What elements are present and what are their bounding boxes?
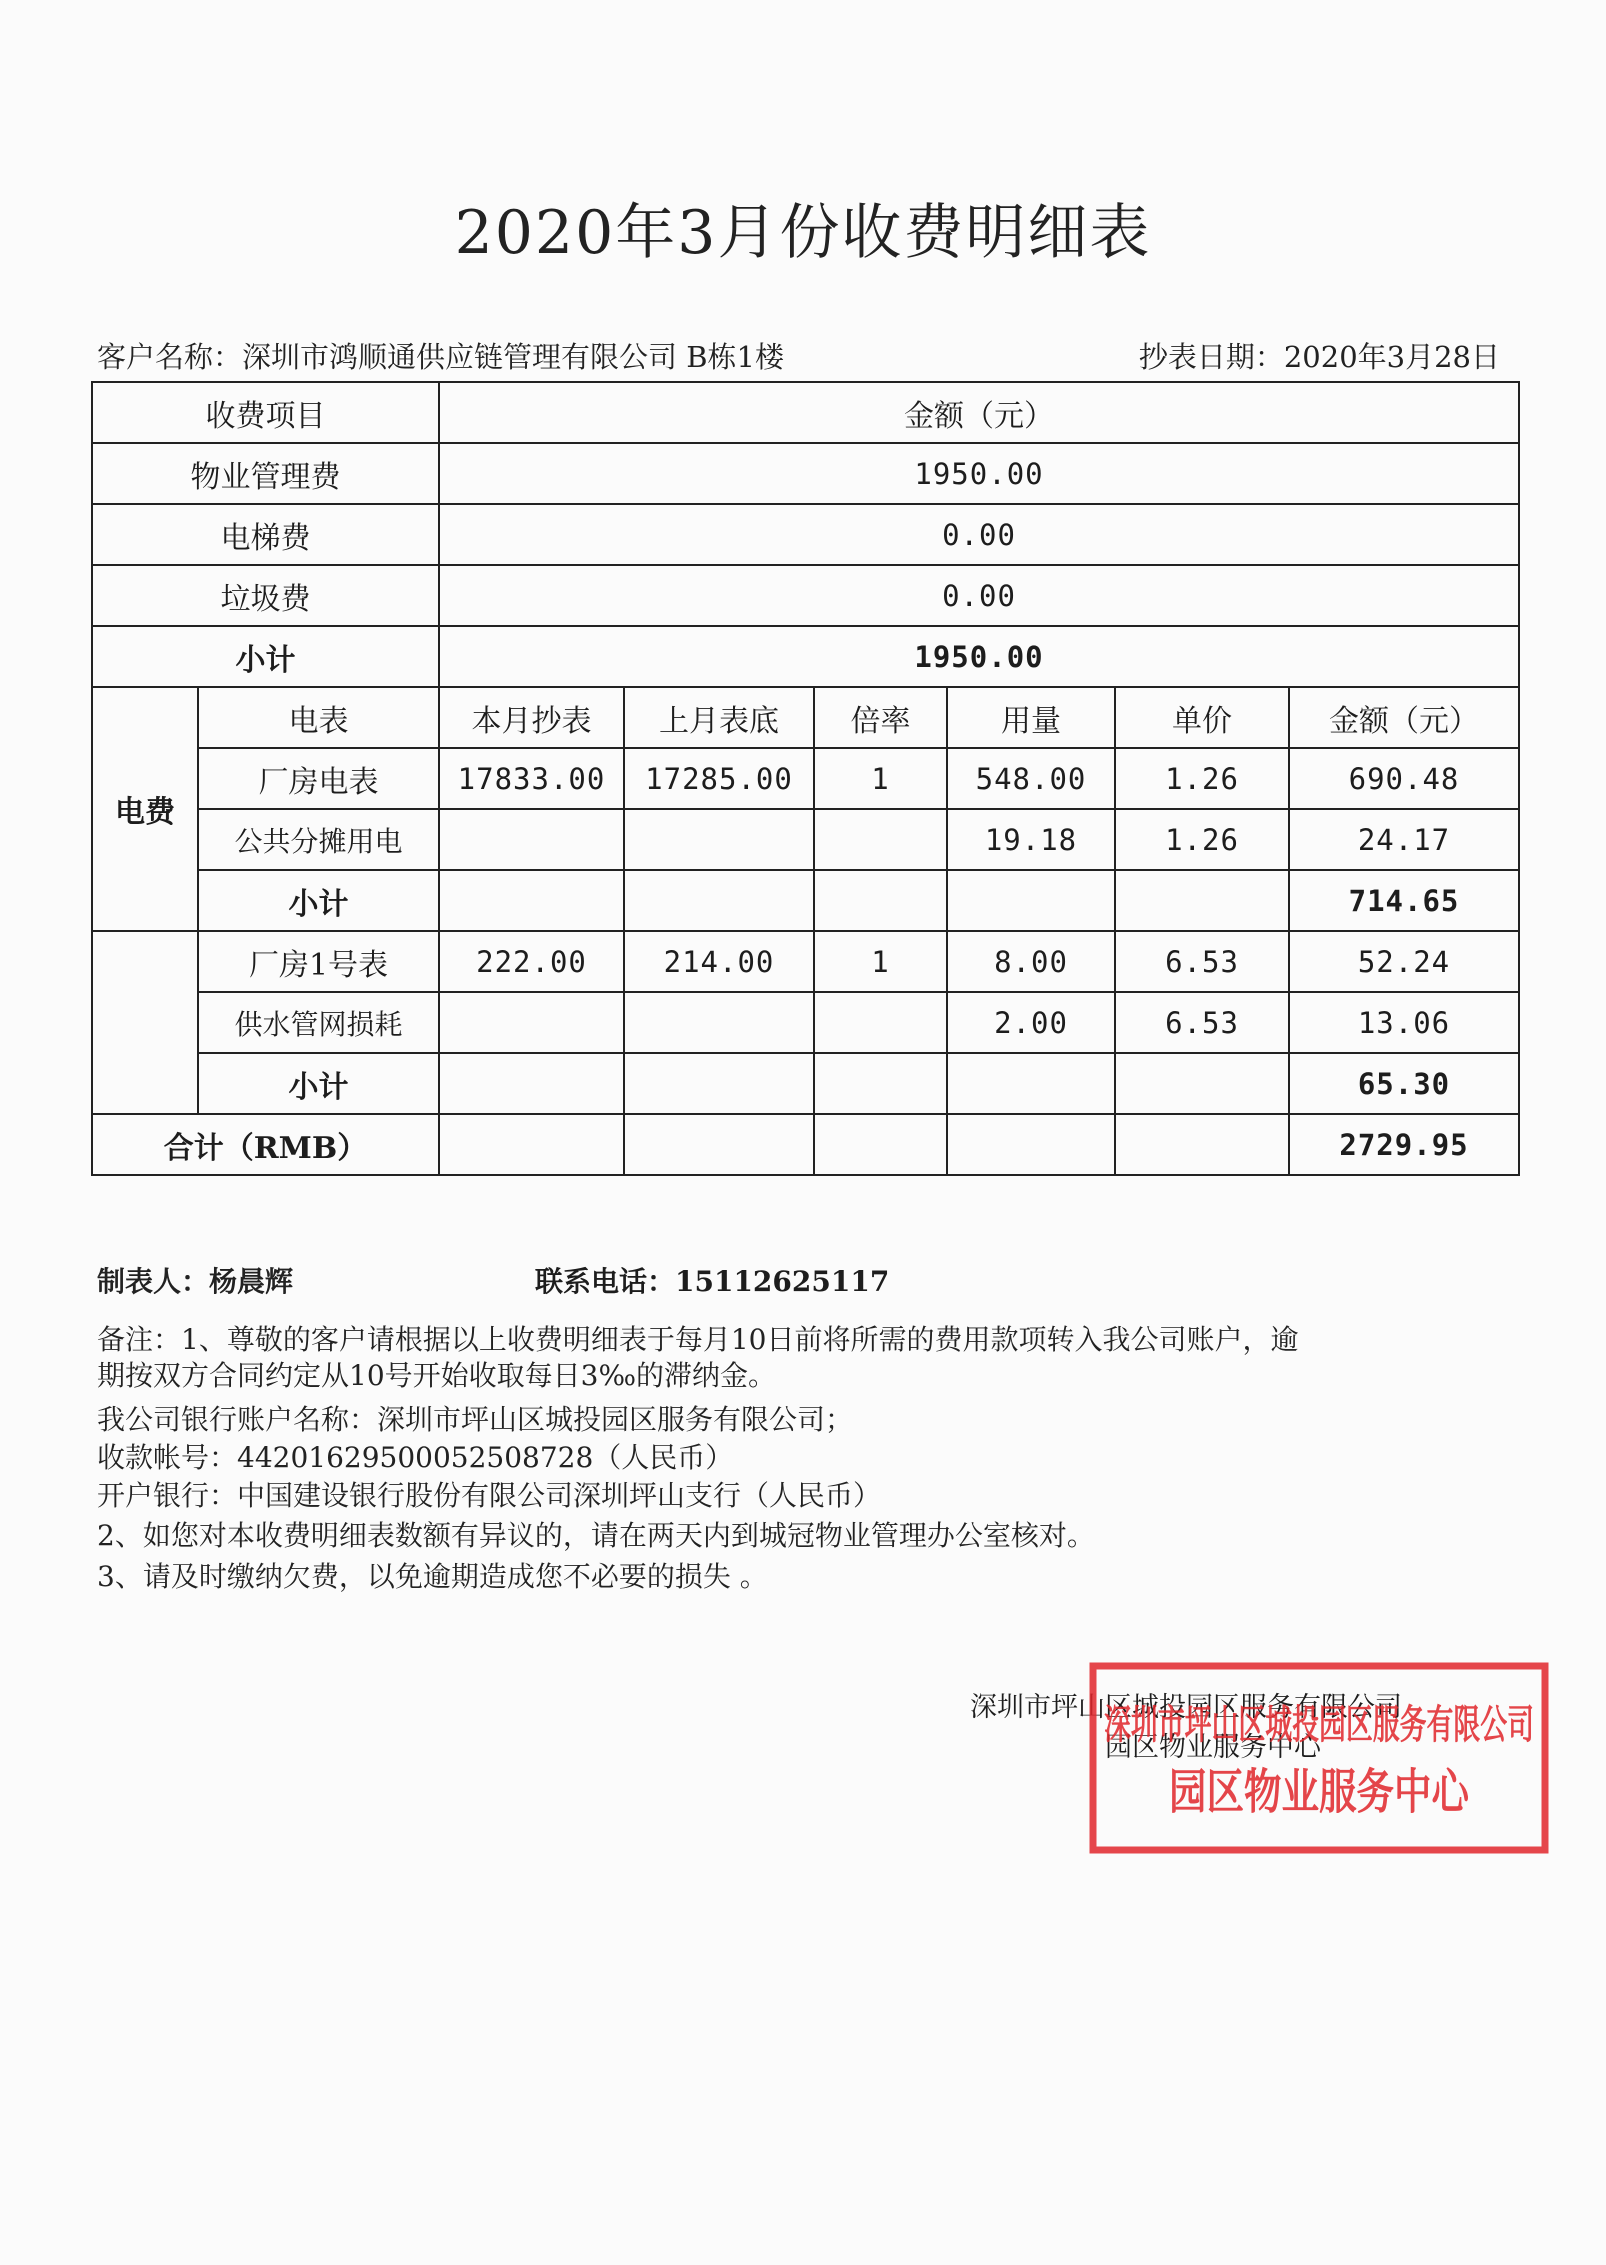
preparer: 制表人：杨晨辉 [97,1265,294,1298]
empty-cell [814,1053,947,1114]
column-header: 金额（元） [1289,687,1519,748]
fee-label: 垃圾费 [92,565,439,626]
empty-cell [1115,1053,1289,1114]
meter-name: 供水管网损耗 [198,992,439,1053]
subtotal-amount: 1950.00 [439,626,1519,687]
usage: 8.00 [947,931,1115,992]
multiplier [814,809,947,870]
table-header-row [92,382,1519,443]
current-reading [439,992,624,1053]
current-reading [439,809,624,870]
amount: 690.48 [1289,748,1519,809]
column-header: 上月表底 [624,687,814,748]
note-line: 备注：1、尊敬的客户请根据以上收费明细表于每月10日前将所需的费用款项转入我公司账户，逾 [97,1323,1299,1356]
empty-cell [814,1114,947,1175]
header-amount: 金额（元） [439,382,1519,443]
meter-name: 厂房1号表 [198,931,439,992]
amount: 52.24 [1289,931,1519,992]
empty-cell [439,870,624,931]
previous-reading: 214.00 [624,931,814,992]
empty-cell [624,870,814,931]
table-row [92,809,1519,870]
table-row [92,748,1519,809]
unit-price: 6.53 [1115,931,1289,992]
empty-cell [624,1053,814,1114]
empty-cell [439,1114,624,1175]
column-header: 倍率 [814,687,947,748]
empty-cell [439,1053,624,1114]
table-row [92,992,1519,1053]
current-reading: 17833.00 [439,748,624,809]
empty-cell [947,1114,1115,1175]
column-header: 电表 [198,687,439,748]
subtotal-label: 小计 [198,870,439,931]
column-header: 单价 [1115,687,1289,748]
previous-reading [624,809,814,870]
table-row [92,443,1519,504]
column-header: 用量 [947,687,1115,748]
table-row [92,931,1519,992]
unit-price: 1.26 [1115,809,1289,870]
multiplier: 1 [814,748,947,809]
empty-cell [1115,1114,1289,1175]
total-row [92,1114,1519,1175]
header-item: 收费项目 [92,382,439,443]
fee-amount: 1950.00 [439,443,1519,504]
usage: 2.00 [947,992,1115,1053]
unit-price: 1.26 [1115,748,1289,809]
empty-cell [1115,870,1289,931]
subtotal-amount: 65.30 [1289,1053,1519,1114]
empty-cell [947,1053,1115,1114]
column-header: 本月抄表 [439,687,624,748]
table-row [92,565,1519,626]
water-group-label [92,931,198,1114]
amount: 24.17 [1289,809,1519,870]
usage: 548.00 [947,748,1115,809]
document-title: 2020年3月份收费明细表 [454,198,1152,268]
meter-name: 厂房电表 [198,748,439,809]
meter-read-date: 抄表日期：2020年3月28日 [1138,340,1500,374]
subtotal-row [92,1053,1519,1114]
contact-phone: 联系电话：15112625117 [535,1265,890,1298]
fee-label: 物业管理费 [92,443,439,504]
total-amount: 2729.95 [1289,1114,1519,1175]
customer-name: 客户名称：深圳市鸿顺通供应链管理有限公司 B栋1楼 [97,340,784,374]
fee-label: 电梯费 [92,504,439,565]
note-line: 开户银行：中国建设银行股份有限公司深圳坪山支行（人民币） [97,1479,882,1512]
meter-header-row [92,687,1519,748]
subtotal-label: 小计 [92,626,439,687]
meter-name: 公共分摊用电 [198,809,439,870]
seal-text-line1: 深圳市坪山区城投园区服务有限公司 [1104,1702,1534,1748]
note-line: 3、请及时缴纳欠费，以免逾期造成您不必要的损失 。 [97,1560,768,1593]
total-label: 合计（RMB） [92,1114,439,1175]
subtotal-label: 小计 [198,1053,439,1114]
multiplier: 1 [814,931,947,992]
empty-cell [814,870,947,931]
seal-text-line2: 园区物业服务中心 [1169,1764,1471,1820]
note-line: 我公司银行账户名称：深圳市坪山区城投园区服务有限公司； [97,1403,854,1436]
company-seal-stamp [1085,1658,1553,1858]
fee-detail-table [91,381,1520,1176]
note-line: 期按双方合同约定从10号开始收取每日3‰的滞纳金。 [97,1359,777,1392]
unit-price: 6.53 [1115,992,1289,1053]
issuer-department: 园区物业服务中心 [1105,1732,1321,1763]
empty-cell [624,1114,814,1175]
table-row [92,504,1519,565]
note-line: 收款帐号：44201629500052508728（人民币） [97,1441,734,1474]
previous-reading: 17285.00 [624,748,814,809]
issuer-company-name: 深圳市坪山区城投园区服务有限公司 [970,1692,1402,1723]
empty-cell [947,870,1115,931]
subtotal-amount: 714.65 [1289,870,1519,931]
current-reading: 222.00 [439,931,624,992]
electricity-group-label: 电费 [92,687,198,931]
previous-reading [624,992,814,1053]
usage: 19.18 [947,809,1115,870]
subtotal-row [92,626,1519,687]
fee-amount: 0.00 [439,565,1519,626]
fee-amount: 0.00 [439,504,1519,565]
subtotal-row [92,870,1519,931]
multiplier [814,992,947,1053]
amount: 13.06 [1289,992,1519,1053]
note-line: 2、如您对本收费明细表数额有异议的，请在两天内到城冠物业管理办公室核对。 [97,1519,1095,1552]
